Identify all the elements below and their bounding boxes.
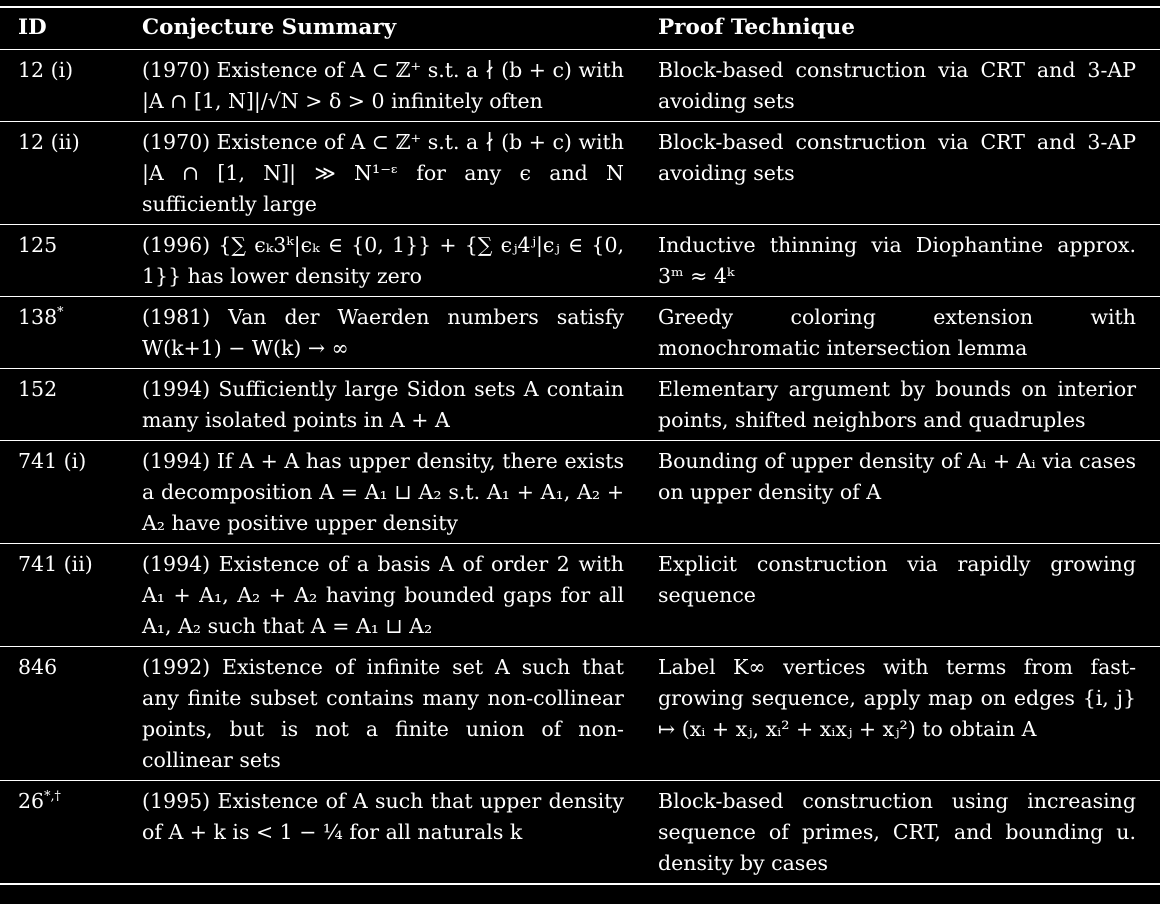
row-id-text: 741 (i) [18, 449, 87, 473]
row-id-text: 138 [18, 305, 58, 329]
row-id-text: 125 [18, 233, 58, 257]
row-technique: Block-based construction via CRT and 3-AP avoiding sets [658, 58, 1136, 113]
row-summary: (1994) Sufficiently large Sidon sets A contain many isolated points in A + A [142, 377, 624, 432]
row-technique: Block-based construction via CRT and 3-AP avoiding sets [658, 130, 1136, 185]
row-id-footnote-mark: * [57, 304, 64, 320]
table-row [0, 441, 1160, 544]
row-id [0, 297, 126, 369]
header-technique: Proof Technique [658, 15, 855, 40]
row-id [0, 369, 126, 441]
row-id-footnote-mark: *,† [44, 788, 61, 804]
row-summary: (1970) Existence of A ⊂ ℤ⁺ s.t. a ∤ (b + c) with |A ∩ [1, N]|/√N > δ > 0 infinitely often [142, 58, 624, 113]
row-id-text: 152 [18, 377, 58, 401]
row-summary: (1995) Existence of A such that upper density of A + k is < 1 − ¼ for all naturals k [142, 789, 624, 844]
row-id-text: 846 [18, 655, 58, 679]
row-id-text: 12 (ii) [18, 130, 80, 154]
table-row [0, 122, 1160, 225]
row-id [0, 647, 126, 781]
row-id [0, 122, 126, 225]
table-header [0, 7, 1160, 50]
header-row [0, 7, 1160, 50]
table-row [0, 647, 1160, 781]
row-summary: (1992) Existence of infinite set A such that any finite subset contains many non-collinear points, but is not a finite union of non-collinear sets [142, 655, 624, 772]
table-row [0, 544, 1160, 647]
row-summary: (1981) Van der Waerden numbers satisfy W(k+1) − W(k) → ∞ [142, 305, 624, 360]
row-id [0, 781, 126, 885]
row-summary: (1994) If A + A has upper density, there exists a decomposition A = A₁ ⊔ A₂ s.t. A₁ + A₁, A₂ + A₂ have positive upper density [142, 449, 624, 535]
header-id: ID [18, 15, 47, 40]
row-technique: Block-based construction using increasing sequence of primes, CRT, and bounding u. density by cases [658, 789, 1136, 875]
row-technique: Elementary argument by bounds on interior points, shifted neighbors and quadruples [658, 377, 1136, 432]
row-summary: (1996) {∑ ϵₖ3ᵏ|ϵₖ ∈ {0, 1}} + {∑ ϵⱼ4ʲ|ϵⱼ ∈ {0, 1}} has lower density zero [142, 233, 624, 288]
table-row [0, 50, 1160, 122]
table-row [0, 781, 1160, 885]
row-technique: Explicit construction via rapidly growing sequence [658, 552, 1136, 607]
row-technique: Greedy coloring extension with monochromatic intersection lemma [658, 305, 1136, 360]
row-summary: (1970) Existence of A ⊂ ℤ⁺ s.t. a ∤ (b + c) with |A ∩ [1, N]| ≫ N¹⁻ᵋ for any ϵ and N sufficiently large [142, 130, 624, 216]
header-summary: Conjecture Summary [142, 15, 397, 40]
row-technique: Inductive thinning via Diophantine approx. 3ᵐ ≈ 4ᵏ [658, 233, 1136, 288]
row-id [0, 441, 126, 544]
table-row [0, 297, 1160, 369]
row-id-text: 741 (ii) [18, 552, 93, 576]
row-technique: Bounding of upper density of Aᵢ + Aᵢ via cases on upper density of A [658, 449, 1136, 504]
row-id-text: 26 [18, 789, 45, 813]
row-id [0, 225, 126, 297]
conjecture-table [0, 6, 1160, 885]
row-summary: (1994) Existence of a basis A of order 2 with A₁ + A₁, A₂ + A₂ having bounded gaps for all A₁, A₂ such that A = A₁ ⊔ A₂ [142, 552, 624, 638]
row-id-text: 12 (i) [18, 58, 74, 82]
table-body [0, 50, 1160, 885]
row-id [0, 544, 126, 647]
table-row [0, 369, 1160, 441]
row-id [0, 50, 126, 122]
row-technique: Label K∞ vertices with terms from fast-growing sequence, apply map on edges {i, j} ↦ (xᵢ + xⱼ, xᵢ² + xᵢxⱼ + xⱼ²) to obtain A [658, 655, 1136, 741]
table-row [0, 225, 1160, 297]
